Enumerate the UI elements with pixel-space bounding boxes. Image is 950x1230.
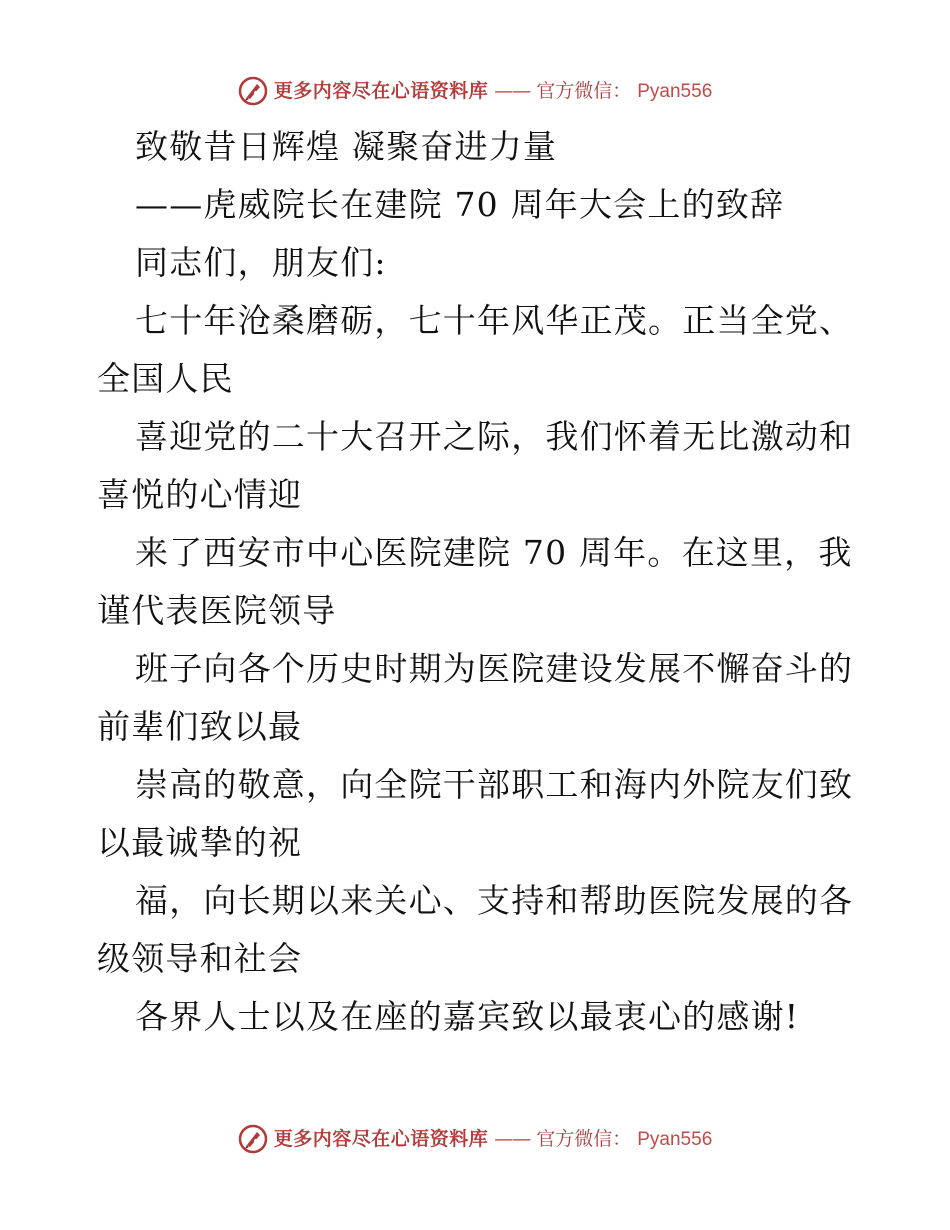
footer-watermark (0, 1124, 950, 1154)
document-body (97, 118, 857, 1046)
watermark-dash: —— (494, 1127, 531, 1150)
paragraph-line: 级领导和社会 (97, 939, 303, 978)
watermark-wechat-id: Pyan556 (637, 80, 713, 102)
watermark-main-text: 更多内容尽在心语资料库 (273, 79, 489, 102)
paragraph-line: 各界人士以及在座的嘉宾致以最衷心的感谢! (135, 997, 800, 1036)
watermark-dash: —— (494, 79, 531, 102)
salutation: 同志们，朋友们: (135, 243, 387, 282)
paragraph-line: 喜迎党的二十大召开之际，我们怀着无比激动和 (135, 417, 854, 456)
paragraph-line: 谨代表医院领导 (97, 591, 337, 630)
watermark-official-label: 官方微信： (536, 79, 632, 102)
watermark-official-label: 官方微信： (536, 1127, 632, 1150)
paragraph-line: 以最诚挚的祝 (97, 823, 303, 862)
paragraph-line: 七十年沧桑磨砺，七十年风华正茂。正当全党、 (135, 301, 854, 340)
pen-logo-icon (238, 1124, 268, 1154)
paragraph-line: 福，向长期以来关心、支持和帮助医院发展的各 (135, 881, 854, 920)
document-title: 致敬昔日辉煌 凝聚奋进力量 (135, 127, 558, 166)
pen-logo-icon (238, 76, 268, 106)
document-subtitle: ——虎威院长在建院 70 周年大会上的致辞 (135, 185, 785, 224)
watermark-main-text: 更多内容尽在心语资料库 (273, 1127, 489, 1150)
paragraph-line: 全国人民 (97, 359, 234, 398)
header-watermark (0, 76, 950, 106)
paragraph-line: 班子向各个历史时期为医院建设发展不懈奋斗的 (135, 649, 854, 688)
paragraph-line: 喜悦的心情迎 (97, 475, 303, 514)
paragraph-line: 来了西安市中心医院建院 70 周年。在这里，我 (135, 533, 853, 572)
paragraph-line: 崇高的敬意，向全院干部职工和海内外院友们致 (135, 765, 854, 804)
watermark-wechat-id: Pyan556 (637, 1128, 713, 1150)
paragraph-line: 前辈们致以最 (97, 707, 303, 746)
